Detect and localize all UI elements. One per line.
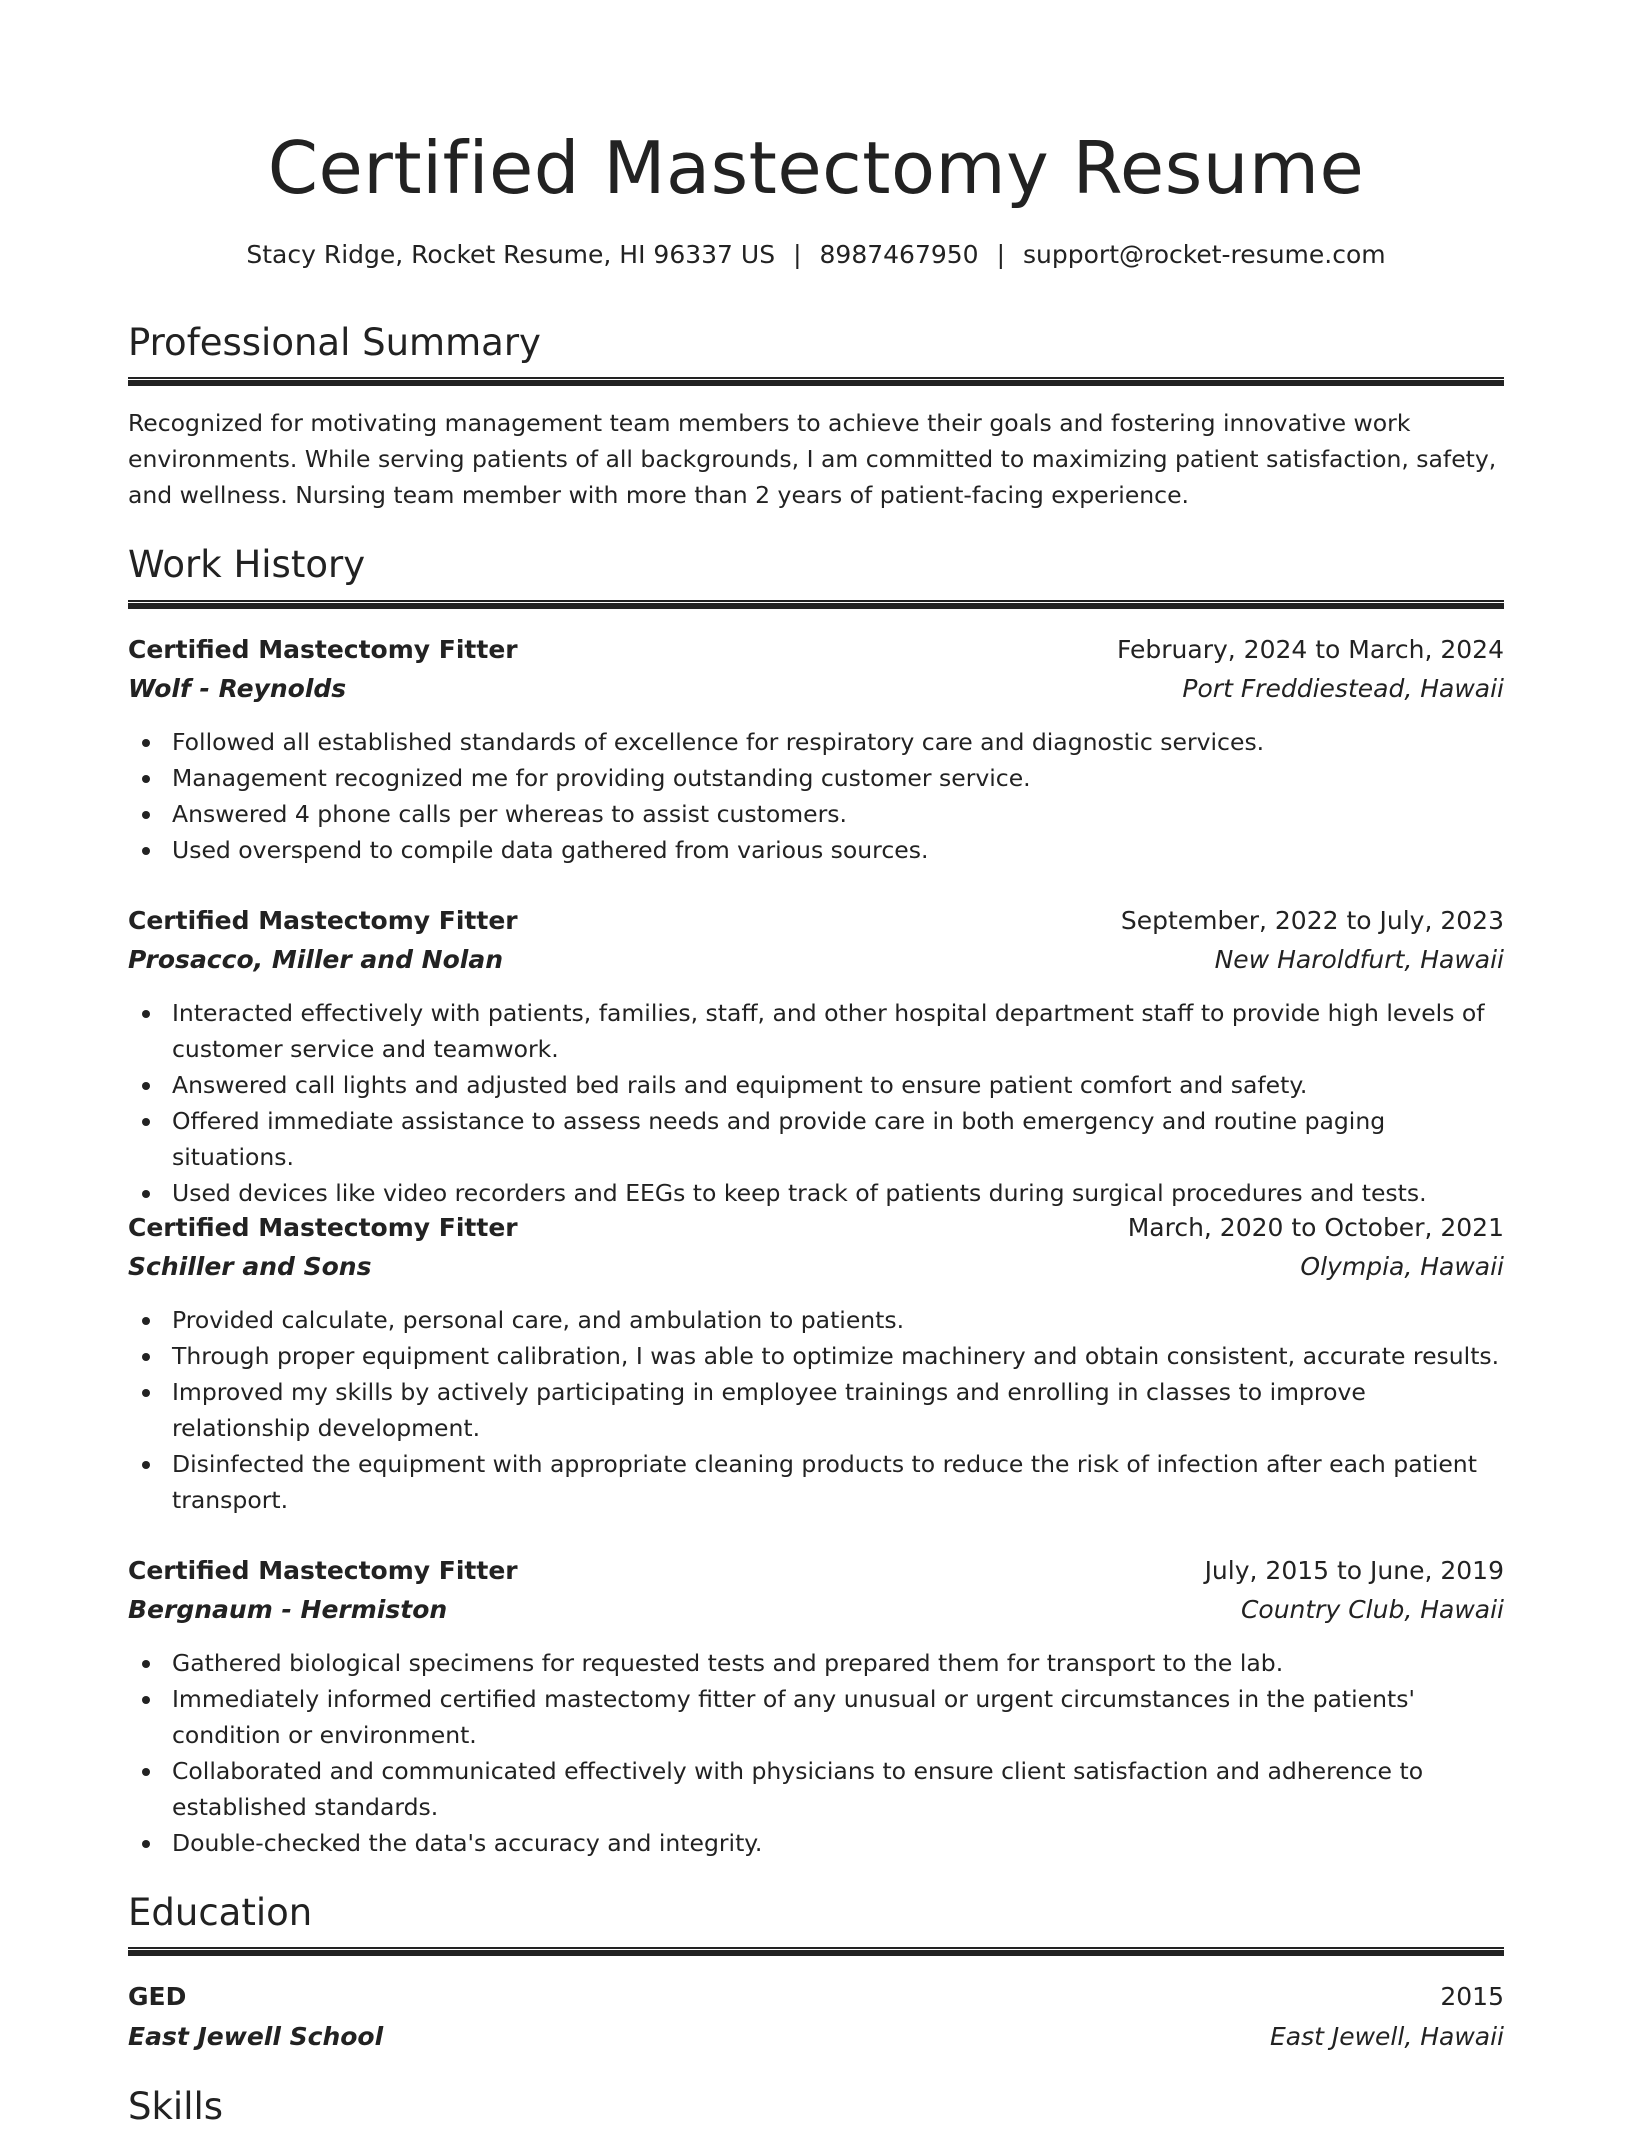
bullet-text: Answered call lights and adjusted bed rails and equipment to ensure patient comfort and safety. [172,1071,1308,1099]
bullet-icon [142,1840,150,1848]
bullet-text: Interacted effectively with patients, families, staff, and other hospital department staff to provide high levels of customer service and teamwork. [172,999,1485,1063]
contact-separator: | [793,240,802,269]
list-item [172,1645,1504,1681]
job-company-row [128,1248,1504,1286]
list-item [172,760,1504,796]
job-header-row [128,1552,1504,1590]
job-company-row [128,670,1504,708]
job-title: Certified Mastectomy Fitter [128,906,518,935]
skills-heading: Skills [128,2085,224,2128]
bullet-text: Gathered biological specimens for requested tests and prepared them for transport to the lab. [172,1649,1284,1677]
education-heading: Education [128,1891,313,1934]
section-divider [128,377,1504,386]
job-location: Olympia, Hawaii [1300,1252,1504,1281]
bullet-icon [142,847,150,855]
job-company-row [128,1591,1504,1629]
job-dates: March, 2020 to October, 2021 [1127,1213,1504,1242]
job-dates: September, 2022 to July, 2023 [1120,906,1504,935]
bullet-icon [142,1317,150,1325]
education-school-row [128,2018,1504,2056]
resume-title: Certified Mastectomy Resume [267,126,1365,210]
summary-text: Recognized for motivating management team members to achieve their goals and fostering innovative work environments. While serving patients of all backgrounds, I am committed to maximizing patient satisfaction, safety, and wellness. Nursing team member with more than 2 years of patient-facing experience. [128,409,1497,509]
bullet-icon [142,1082,150,1090]
job-title: Certified Mastectomy Fitter [128,1556,518,1585]
list-item [172,1067,1504,1103]
bullet-icon [142,1696,150,1704]
summary-heading: Professional Summary [128,321,541,364]
bullet-icon [142,1010,150,1018]
bullet-icon [142,1768,150,1776]
contact-phone: 8987467950 [819,240,979,269]
bullet-text: Disinfected the equipment with appropriate cleaning products to reduce the risk of infection after each patient transport. [172,1450,1477,1514]
job-bullet-list [128,1645,1504,1861]
contact-email: support@rocket-resume.com [1023,240,1386,269]
job-bullet-list [128,995,1504,1211]
job-dates: July, 2015 to June, 2019 [1204,1556,1504,1585]
list-item [172,1753,1504,1825]
bullet-icon [142,1389,150,1397]
bullet-text: Provided calculate, personal care, and ambulation to patients. [172,1306,905,1334]
job-header-row [128,902,1504,940]
contact-separator: | [996,240,1006,269]
list-item [172,796,1504,832]
bullet-icon [142,1660,150,1668]
list-item [172,1302,1504,1338]
bullet-text: Used devices like video recorders and EEGs to keep track of patients during surgical procedures and tests. [172,1179,1427,1207]
bullet-text: Immediately informed certified mastectomy fitter of any unusual or urgent circumstances in the patients' condition or environment. [172,1685,1415,1749]
work-history-heading: Work History [128,543,366,586]
job-company: Schiller and Sons [128,1252,372,1281]
job-bullet-list [128,1302,1504,1518]
bullet-icon [142,739,150,747]
job-company: Wolf - Reynolds [128,674,347,703]
job-company: Bergnaum - Hermiston [128,1595,448,1624]
contact-address: Stacy Ridge, Rocket Resume, HI 96337 US [246,240,776,269]
list-item [172,724,1504,760]
bullet-icon [142,1353,150,1361]
job-header-row [128,631,1504,669]
bullet-text: Followed all established standards of excellence for respiratory care and diagnostic services. [172,728,1265,756]
bullet-text: Double-checked the data's accuracy and integrity. [172,1829,763,1857]
education-header-row [128,1978,1504,2016]
education-degree: GED [128,1982,187,2011]
bullet-text: Used overspend to compile data gathered from various sources. [172,836,929,864]
job-location: Country Club, Hawaii [1240,1595,1504,1624]
list-item [172,832,1504,868]
section-divider [128,600,1504,609]
education-location: East Jewell, Hawaii [1269,2022,1504,2051]
list-item [172,1103,1504,1175]
job-title: Certified Mastectomy Fitter [128,635,518,664]
bullet-text: Management recognized me for providing outstanding customer service. [172,764,1031,792]
job-company-row [128,941,1504,979]
list-item [172,1338,1504,1374]
list-item [172,1175,1504,1211]
bullet-text: Improved my skills by actively participating in employee trainings and enrolling in classes to improve relationship development. [172,1378,1366,1442]
list-item [172,1374,1504,1446]
bullet-text: Offered immediate assistance to assess needs and provide care in both emergency and routine paging situations. [172,1107,1386,1171]
bullet-text: Through proper equipment calibration, I was able to optimize machinery and obtain consistent, accurate results. [172,1342,1500,1370]
list-item [172,1825,1504,1861]
job-company: Prosacco, Miller and Nolan [128,945,503,974]
bullet-icon [142,1461,150,1469]
education-school: East Jewell School [128,2022,384,2051]
contact-line [128,237,1504,273]
bullet-text: Collaborated and communicated effectively with physicians to ensure client satisfaction and adherence to established standards. [172,1757,1424,1821]
bullet-icon [142,1190,150,1198]
bullet-icon [142,775,150,783]
list-item [172,1446,1504,1518]
section-divider [128,1947,1504,1956]
job-bullet-list [128,724,1504,868]
education-year: 2015 [1440,1982,1504,2011]
bullet-icon [142,811,150,819]
bullet-text: Answered 4 phone calls per whereas to assist customers. [172,800,847,828]
list-item [172,995,1504,1067]
job-location: New Haroldfurt, Hawaii [1214,945,1504,974]
job-header-row [128,1209,1504,1247]
list-item [172,1681,1504,1753]
bullet-icon [142,1118,150,1126]
job-location: Port Freddiestead, Hawaii [1182,674,1504,703]
job-dates: February, 2024 to March, 2024 [1116,635,1504,664]
job-title: Certified Mastectomy Fitter [128,1213,518,1242]
